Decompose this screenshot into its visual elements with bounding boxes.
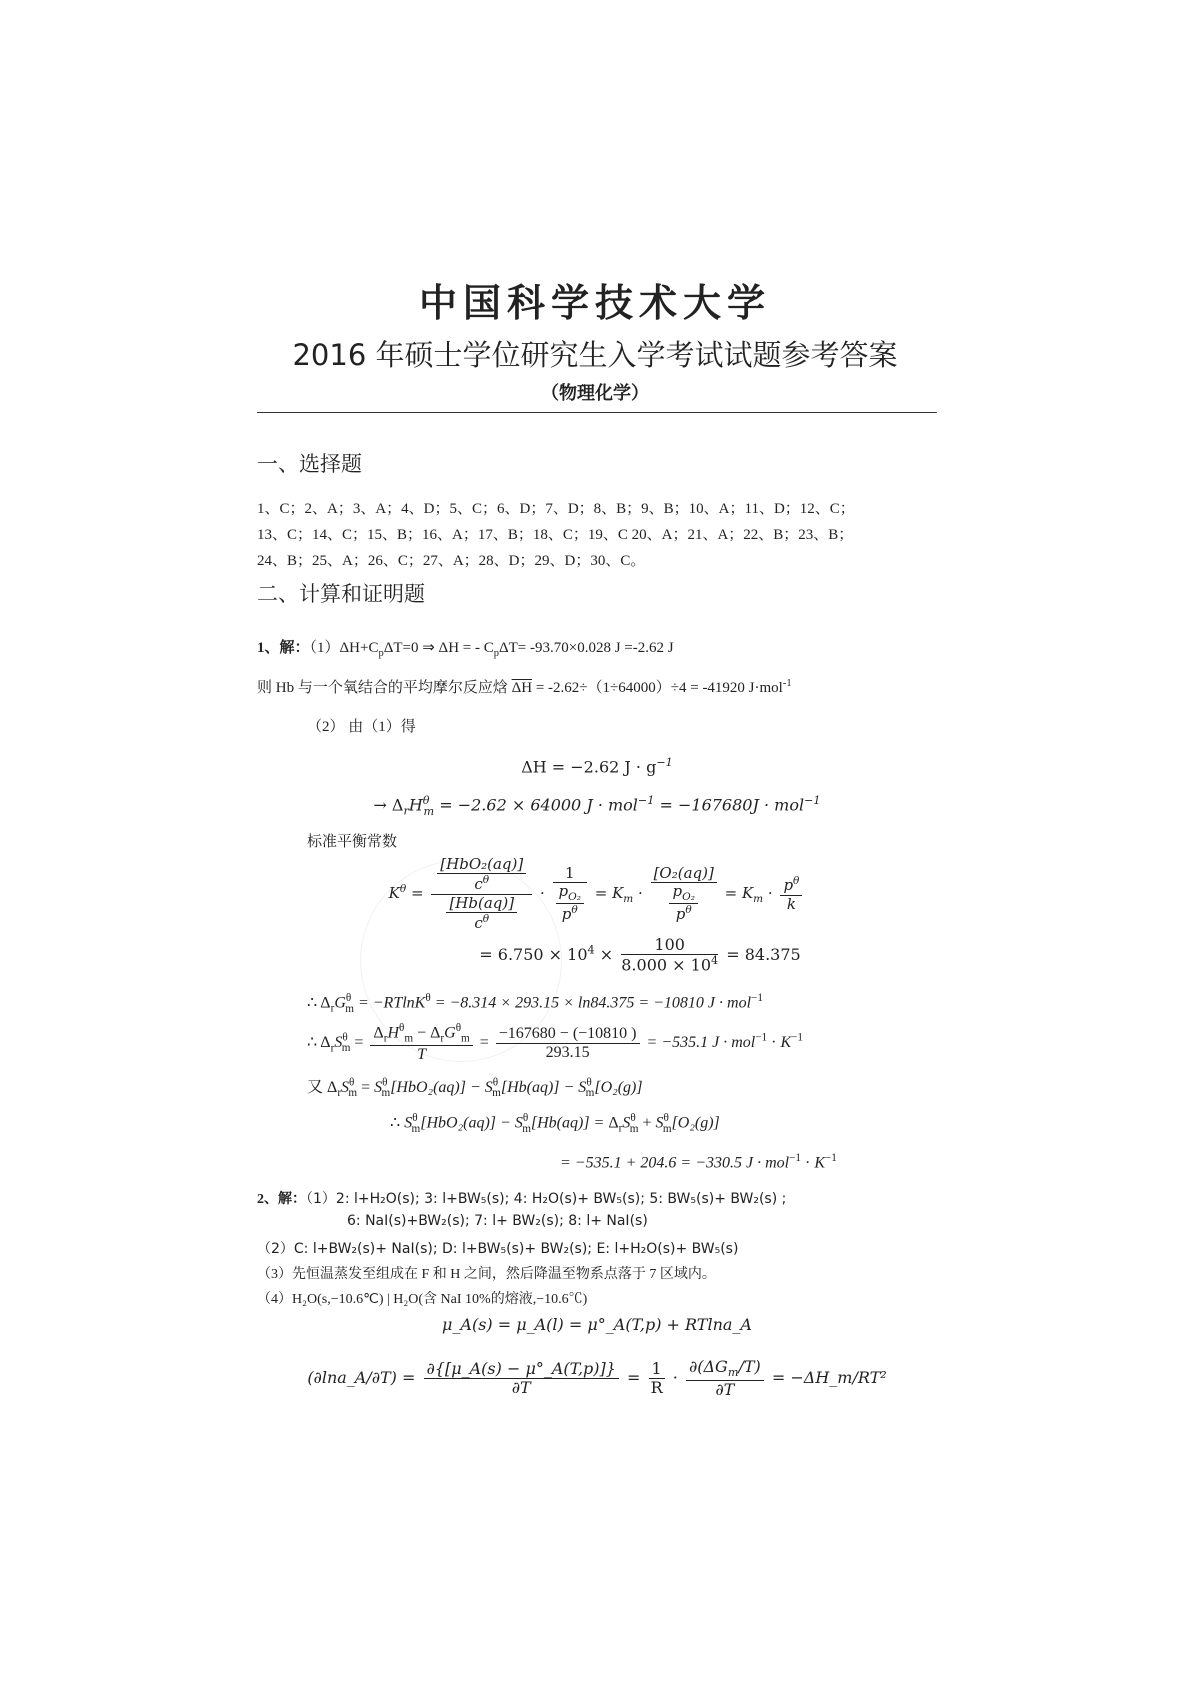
q1-label: 1、解： [257,640,310,656]
subject-subtitle: （物理化学） [541,383,649,404]
eq-entropy-difference: ∴ $S^\theta_m[HbO_2(aq)] - S^\theta_m[Hb(aq)] = \Delta_rS^\theta_m + S^\theta_m[O_2(g)]$ [390,1112,720,1135]
section1-heading: 一、选择题 [257,452,362,476]
answers-line-2: 13、C；14、C；15、B；16、A；17、B；18、C；19、C 20、A；21、A；22、B；23、B； [257,527,854,543]
answers-line-1: 1、C；2、A；3、A；4、D；5、C；6、D；7、D；8、B；9、B；10、A；11、D；12、C； [257,501,855,517]
answers-line-3: 24、B；25、A；26、C；27、A；28、D；29、D；30、C。 [257,553,646,569]
eq-gibbs: ∴ $\Delta_rG^\theta_m = -RTlnK^\theta = -8.314 \times 293.15 \times \ln 84.375 = -10810$ J · mol$^{-1}$ [307,992,763,1015]
eq-entropy-result: = −535.1 + 204.6 = −330.5 $J \cdot mol^{-1} \cdot K^{-1}$ [560,1152,837,1172]
eq-delta-h: ΔH = −2.62 $J \cdot g^{-1}$ [521,756,673,777]
eq-entropy: ∴ $\Delta_rS^\theta_m$ = $\frac{\Delta_rH^\theta_m - \Delta_rG^\theta_m}{T}$ = $\frac{-167680 - (-10810 )}{293.15}$ = −535.1 $J \cdot mol^{-1} \cdot K^{-1}$ [307,1022,804,1064]
std-equilibrium-constant-label: 标准平衡常数 [307,834,398,850]
eq-derivative: (∂lna_A/∂T) = $\frac{\partial\{[\mu\_A(s) - \mu^\circ\_A(T,p)]\}}{\partial T}$ = $\frac{1}{R}$ · $\frac{\partial(\Delta G_m/T)}{\partial T}$ = −ΔH_m/RT² [307,1357,887,1400]
school-title: 中国科学技术大学 [418,280,771,325]
eq-k-value: = $6.750 \times 10^4$ × $\frac{100}{8.000 \times 10^4}$ = 84.375 [479,935,801,975]
eq-chemical-potential: μ_A(s) = μ_A(l) = μ°_A(T,p) + RTlna_A [442,1315,752,1334]
document-title: 2016 年硕士学位研究生入学考试试题参考答案 [292,338,898,372]
eq-entropy-definition: 又 $\Delta_rS^\theta_m = S^\theta_m[HbO_2(aq)] - S^\theta_m[Hb(aq)] - S^\theta_m[O_2(g)]$ [307,1076,643,1100]
q2-line-2: 6: NaI(s)+BW₂(s); 7: l+ BW₂(s); 8: l+ NaI(s) [347,1213,648,1229]
section2-heading: 二、计算和证明题 [257,582,425,606]
eq-equilibrium-constant: $K^\theta$ = $\frac{\frac{\text{[HbO₂(aq)]}}{c^\theta}}{\frac{[Hb(aq)]}{c^\theta}}$ · $\frac{1}{\frac{p_{O_2}}{p^\theta}}$ = $K_m$ · $\frac{\text{[O₂(aq)]}}{\frac{p_{O_2}}{p^\theta}}$ = $K_m$ · $\frac{p^\theta}{k}$ [257,856,937,932]
eq-reaction-enthalpy: → $\Delta_rH^\theta_m = -2.62 \times 64000$ J · mol$^{-1}$ = −167680J · mol$^{-1}$ [373,794,821,818]
q2-line-1: 2、解：（1）2: l+H₂O(s); 3: l+BW₅(s); 4: H₂O(s)+ BW₅(s); 5: BW₅(s)+ BW₂(s) ; [257,1191,787,1207]
q1-part1-line: 1、解：$(1)\Delta H+C_p\Delta T=0$ ⇒ ΔH = - $C_p\Delta T= -93.70\times 0.028$ J =-2.62 J [257,640,674,659]
q2-line-3: （2）C: l+BW₂(s)+ NaI(s); D: l+BW₅(s)+ BW₂(s); E: l+H₂O(s)+ BW₅(s) [257,1241,739,1257]
q2-label: 2、解： [257,1192,306,1207]
q1-part2-line: （2） 由（1）得 [307,719,416,735]
q2-line-5: （4）H₂O(s,−10.6℃) | H₂O(含 NaI 10%的熔液,−10.6℃) [257,1292,588,1307]
title-divider [257,412,937,413]
q2-line-4: （3）先恒温蒸发至组成在 F 和 H 之间，然后降温至物系点落于 7 区域内。 [257,1267,716,1282]
q1-avg-enthalpy-line: 则 Hb 与一个氧结合的平均摩尔反应焓 $\overline{\Delta H} = -2.62\div(1\div 64000)\div 4 = -41920$ J·mol$^{-1}$ [257,678,792,696]
